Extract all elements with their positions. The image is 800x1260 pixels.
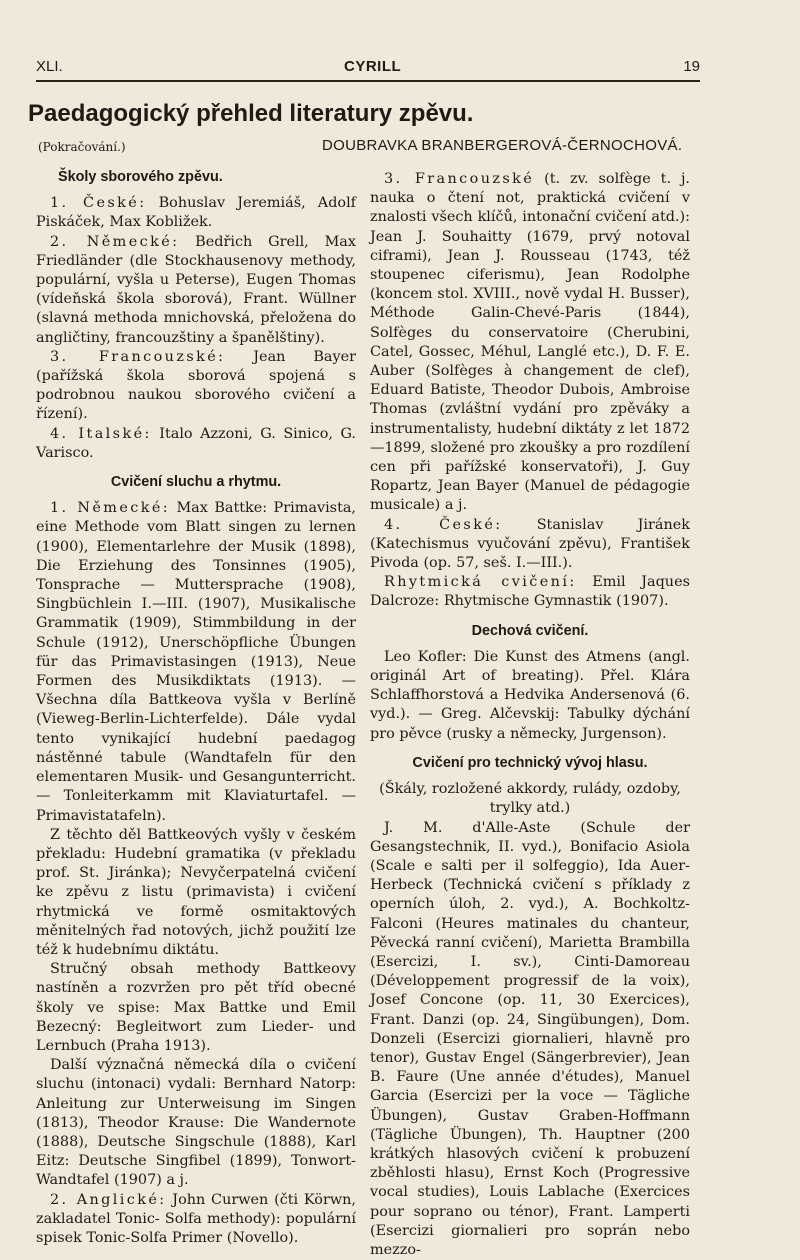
paragraph bbox=[36, 425, 356, 463]
paragraph-text: John Curwen (čti Körwn, zakladatel Tonic- Solfa methody): populární spisek Tonic-Solfa Primer (Novello). bbox=[36, 1192, 356, 1246]
left-column bbox=[36, 166, 356, 1248]
paragraph bbox=[370, 573, 690, 611]
article-title: Paedagogický přehled literatury zpěvu. bbox=[28, 100, 473, 128]
section-heading: Cvičení sluchu a rhytmu. bbox=[36, 473, 356, 492]
paragraph-text: Bedřich Grell, Max Friedländer (dle Stockhausenovy methody, populární, vyšla u Peterse), Eugen Thomas (vídeňská škola sborová), Frant. Wüllner (slavná methoda mnichovská, přeložena do angličtiny, francouzštiny a španělštiny). bbox=[36, 234, 356, 346]
paragraph-lead: 2. Anglické: bbox=[50, 1192, 167, 1208]
paragraph-lead: 3. Francouzské bbox=[384, 171, 534, 187]
paragraph-text: (t. zv. solfège t. j. nauka o čtení not, praktická cvičení v znalosti všech klíčů, intonační cvičení atd.): Jean J. Souhaitty (1679, prvý notoval ciframi), Jean J. Rousseau (1743, též stoupenec ciferismu), Jean Rodolphe (koncem stol. XVIII., nově vydal H. Busser), Méthode Galin-Chevé-Paris (1844), Solfèges du conservatoire (Cherubini, Catel, Gossec, Méhul, Langlé etc.), D. F. E. Auber (Solfèges à changement de clef), Eduard Batiste, Theodor Dubois, Ambroise Thomas (zvláštní vydání pro zpěváky a instrumentalisty, hudební diktáty z let 1872—1899, složené pro zkoušky a pro rozdílení cen při pařížské konservatoři), J. Guy Ropartz, Jean Bayer (Manuel de pédagogie musicale) a j. bbox=[370, 171, 690, 513]
paragraph bbox=[36, 233, 356, 348]
paragraph-text: Max Battke: Primavista, eine Methode vom Blatt singen zu lernen (1900), Elementarlehre der Musik (1898), Die Erziehung des Tonsinnes (1905), Tonsprache — Muttersprache (1908), Singbüchlein I.—III. (1907), Musikalische Grammatik (1909), Stimmbildung in der Schule (1912), Unerschöpfliche Übungen für das Primavistasingen (1913), Neue Formen des Musikdiktats (1913). — Všechna díla Battkeova vyšla v Berlíně (Vieweg-Berlin-Lichterfelde). Dále vydal tento vynikající hudební paedagog nástěnné tabule (Wandtafeln für den elementaren Musik- und Gesangunterricht. — Tonleiterkamm mit Klaviaturtafel. — Primavistatafeln). bbox=[36, 500, 356, 823]
section-heading: Cvičení pro technický vývoj hlasu. bbox=[370, 754, 690, 773]
paragraph-lead: 1. České: bbox=[50, 195, 146, 211]
running-head bbox=[36, 58, 700, 78]
paragraph bbox=[36, 194, 356, 232]
volume-number: XLI. bbox=[36, 58, 63, 75]
section-heading: Školy sborového zpěvu. bbox=[36, 168, 356, 187]
spacer bbox=[370, 612, 690, 620]
paragraph: J. M. d'Alle-Aste (Schule der Gesangstechnik, II. vyd.), Bonifacio Asiola (Scale e salti per il solfeggio), Ida Auer-Herbeck (Technická cvičení s příklady z operních úloh, 2. vyd.), A. Bochkoltz-Falconi (Heures matinales du chanteur, Pěvecká ranní cvičení), Marietta Brambilla (Esercizi, I. sv.), Cinti-Damoreau (Développement progressif de la voix), Josef Concone (op. 11, 30 Exercices), Frant. Danzi (op. 24, Singübungen), Dom. Donzeli (Esercizi giornalieri, hlavně pro tenor), Gustav Engel (Sängerbrevier), Jean B. Faure (Une année d'études), Manuel Garcia (Esercizi per la voce — Tägliche Übungen), Gustav Graben-Hoffmann (Tägliche Übungen), Th. Hauptner (200 krátkých hlasových cvičení k probuzení zběhlosti hlasu), Ernst Koch (Progressive vocal studies), Louis Lablache (Exercices pour soprano ou ténor), Frant. Lamperti (Esercizi giornalieri pro soprán nebo mezzo- bbox=[370, 819, 690, 1260]
header-rule bbox=[36, 80, 700, 82]
paragraph bbox=[36, 348, 356, 425]
paragraph-lead: 4. Italské: bbox=[50, 426, 152, 442]
paragraph-lead: 2. Německé: bbox=[50, 234, 179, 250]
spacer bbox=[370, 744, 690, 752]
section-subheading: (Škály, rozložené akkordy, rulády, ozdoby, trylky atd.) bbox=[370, 780, 690, 818]
journal-title: CYRILL bbox=[344, 58, 401, 75]
paragraph-lead: Rhytmická cvičení: bbox=[384, 574, 577, 590]
paragraph-lead: 4. České: bbox=[384, 517, 503, 533]
paragraph-text: Emil Jaques Dalcroze: Rhytmische Gymnastik (1907). bbox=[370, 574, 690, 609]
section-heading: Dechová cvičení. bbox=[370, 622, 690, 641]
paragraph-lead: 1. Německé: bbox=[50, 500, 170, 516]
spacer bbox=[36, 463, 356, 471]
paragraph bbox=[370, 516, 690, 574]
paragraph bbox=[36, 1191, 356, 1249]
paragraph-text: Italo Azzoni, G. Sinico, G. Varisco. bbox=[36, 426, 356, 461]
paragraph: Další význačná německá díla o cvičení sluchu (intonaci) vydali: Bernhard Natorp: Anleitung zur Unterweisung im Singen (1813), Theodor Krause: Die Wandernote (1888), Deutsche Singschule (1888), Karl Eitz: Deutsche Singfibel (1899), Tonwort-Wandtafel (1907) a j. bbox=[36, 1056, 356, 1190]
paragraph bbox=[36, 499, 356, 825]
paragraph-text: Stanislav Jiránek (Katechismus vyučování zpěvu), František Pivoda (op. 57, seš. I.—III.). bbox=[370, 517, 690, 571]
article-author: DOUBRAVKA BRANBERGEROVÁ-ČERNOCHOVÁ. bbox=[322, 137, 682, 154]
paragraph bbox=[370, 170, 690, 516]
paragraph-text: Bohuslav Jeremiáš, Adolf Piskáček, Max Kobližek. bbox=[36, 195, 356, 230]
paragraph: Z těchto děl Battkeových vyšly v českém překladu: Hudební gramatika (v překladu prof. St. Jiránka); Nevyčerpatelná cvičení ke zpěvu z listu (primavista) i cvičení rhytmická ve formě osmitaktových měnitelných řad notových, jichž použití lze též k hudebnímu diktátu. bbox=[36, 826, 356, 960]
paragraph-lead: 3. Francouzské: bbox=[50, 349, 225, 365]
paragraph: Leo Kofler: Die Kunst des Atmens (angl. originál Art of breating). Přel. Klára Schlaffhorstová a Hedvika Andersenová (6. vyd.). — Greg. Alčevskij: Tabulky dýchání pro pěvce (rusky a německy, Jurgenson). bbox=[370, 648, 690, 744]
right-column bbox=[370, 170, 690, 1260]
paragraph-text: Jean Bayer (pařížská škola sborová spojená s podrobnou naukou sborového cvičení a řízení). bbox=[36, 349, 356, 423]
page-number: 19 bbox=[683, 58, 700, 75]
continuation-note: (Pokračování.) bbox=[38, 140, 126, 154]
paragraph: Stručný obsah methody Battkeovy nastíněn a rozvržen pro pět tříd obecné školy ve spise: Max Battke und Emil Bezecný: Begleitwort zum Lieder- und Lernbuch (Praha 1913). bbox=[36, 960, 356, 1056]
